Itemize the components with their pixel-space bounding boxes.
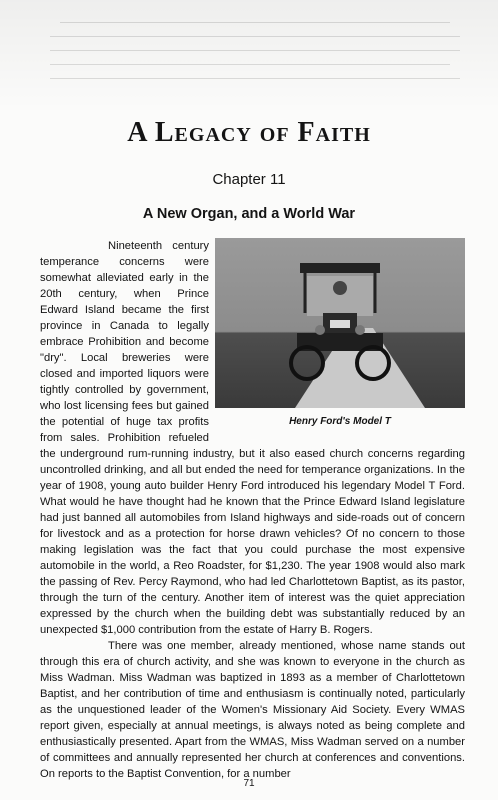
bleed-through-area (0, 0, 498, 110)
model-t-photo (215, 238, 465, 408)
page-number: 71 (243, 778, 255, 789)
model-t-car-icon (285, 258, 395, 388)
chapter-number: Chapter 11 (212, 171, 286, 188)
figure (215, 238, 465, 432)
paragraph: There was one member, already mentioned, whose name stands out through this era of church activity, and she was known to everyone in the church as Miss Wadman. Miss Wadman was baptized in 1893 as a member of Charlottetown Baptist, and her contribution of time and enthusiasm is continually noted, particularly as the unquestioned leader of the Women's Missionary Aid Society. Every WMAS report given, especially at annual meetings, is always noted as being complete and enthusiastically presented. Apart from the WMAS, Miss Wadman served on a number of committees and annually represented her church at conferences and conventions. On reports to the Baptist Convention, for a number (40, 640, 465, 780)
chapter-title: A New Organ, and a World War (142, 206, 356, 222)
book-title: A Legacy of Faith (127, 117, 371, 148)
body-text (40, 238, 465, 782)
paragraph: Nineteenth century temperance concerns were somewhat alleviated early in the 20th century, when Prince Edward Island became the first province in Canada to legally embrace Prohibition and become "dry". Local breweries were closed and imported liquors were tightly controlled by government, who lost licensing fees but gained the potential of huge tax profits from sales. Prohibition refueled the underground rum-running industry, but it also eased church concerns regarding uncontrolled drinking, and all but ended the need for temperance organizations. In the year of 1908, young auto builder Henry Ford introduced his legendary Model T Ford. What would he have thought had he known that the Prince Edward Island legislature had just banned all automobiles from Island highways and side-roads out of concern for livestock and as a protection for horse drawn vehicles? Of no concern to those making legislation was the fact that you could purchase the most expensive automobile in the world, a Reo Roadster, for $1,230. The year 1908 would also mark the passing of Rev. Percy Raymond, who had led Charlottetown Baptist, as its pastor, through the turn of the century. Another item of interest was the quiet appreciation expressed by the church when the building debt was substantially reduced by an unexpected $1,000 contribution from the estate of Harry B. Rogers. (40, 240, 465, 636)
figure-caption: Henry Ford's Model T (289, 416, 391, 427)
